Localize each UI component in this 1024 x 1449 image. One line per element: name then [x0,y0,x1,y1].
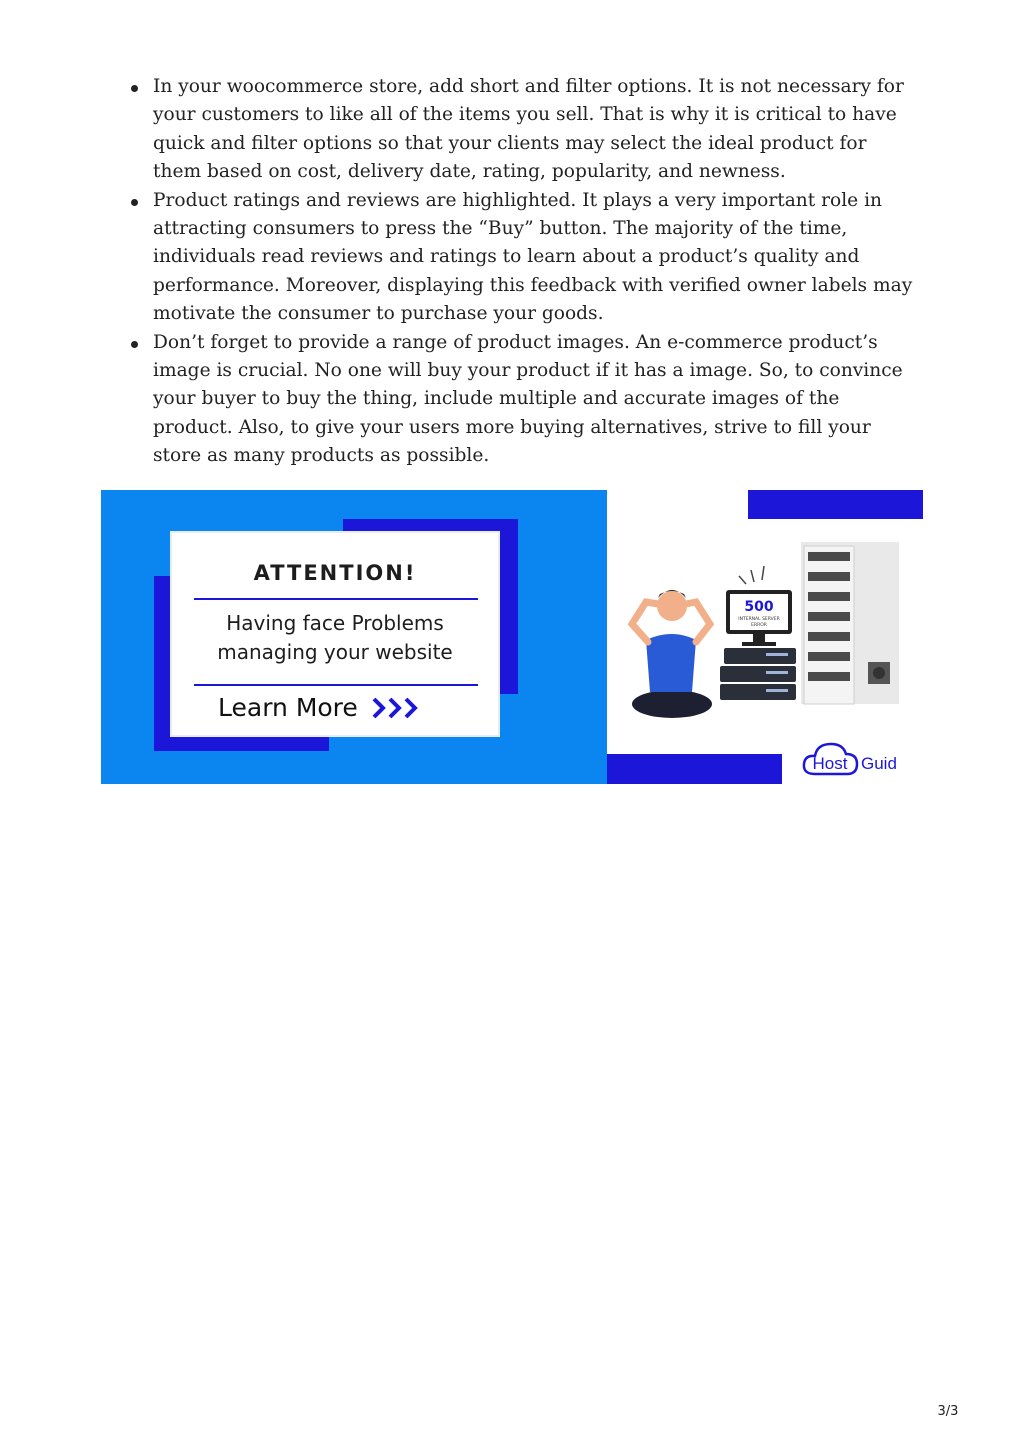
message-line: managing your website [217,640,453,664]
bullet-icon [131,199,138,206]
svg-text:ERROR: ERROR [751,623,767,628]
decorative-bar [748,490,923,519]
svg-text:Host: Host [812,754,848,773]
attention-card [170,531,500,737]
bullet-icon [131,341,138,348]
learn-more-label: Learn More [218,693,358,722]
page-number: 3/3 [937,1404,959,1419]
attention-heading: ATTENTION! [253,561,417,585]
list-item [130,187,920,329]
list-item [130,73,920,187]
stressed-person-icon [632,590,712,718]
hostguid-logo [801,736,919,780]
list-item-text: Product ratings and reviews are highlighted. It plays a very important role in attracting consumers to press the “Buy” button. The majority of the time, individuals read reviews and ratings to learn about a product’s quality and performance. Moreover, displaying this feedback with verified owner labels may motivate the consumer to purchase your goods. [153,189,913,325]
bullet-icon [131,85,138,92]
svg-text:INTERNAL SERVER: INTERNAL SERVER [738,617,780,622]
decorative-bar [607,754,782,784]
cloud-icon [801,736,919,780]
svg-text:500: 500 [744,599,774,615]
svg-text:Guid: Guid [861,754,897,773]
message-line: Having face Problems [226,611,444,635]
list-item-text: In your woocommerce store, add short and filter options. It is not necessary for your customers to like all of the items you sell. That is why it is critical to have quick and filter options so that your clients may select the ideal product for them based on cost, delivery date, rating, popularity, and newness. [153,76,904,183]
chevrons-right-icon [372,695,424,721]
learn-more-link[interactable] [218,693,424,722]
divider [194,684,478,686]
bullet-list [130,73,920,471]
server-error-illustration [616,532,921,742]
banner-message [172,609,498,667]
monitor-icon [726,566,792,646]
list-item [130,329,920,471]
promo-banner[interactable] [101,490,923,784]
divider [194,598,478,600]
list-item-text: Don’t forget to provide a range of product images. An e-commerce product’s image is crucial. No one will buy your product if it has a image. So, to convince your buyer to buy the thing, include multiple and accurate images of the product. Also, to give your users more buying alternatives, strive to fill your store as many products as possible. [153,331,903,467]
